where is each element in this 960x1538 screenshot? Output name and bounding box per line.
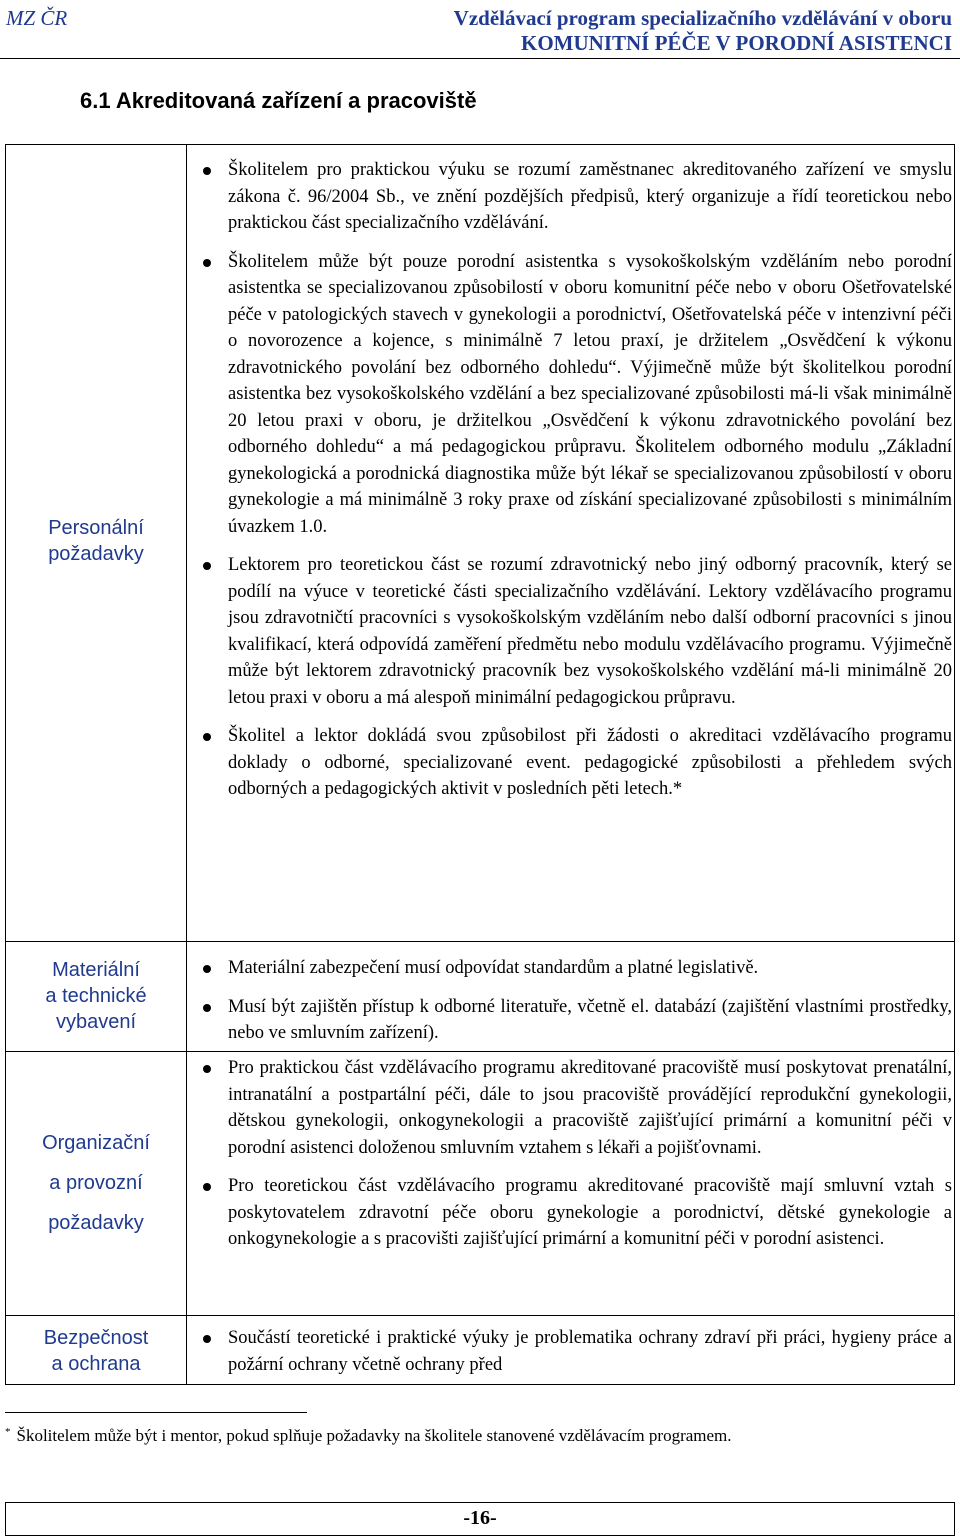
header-program-title — [454, 6, 952, 56]
list-item: Pro teoretickou část vzdělávacího programu akreditované pracoviště mají smluvní vztah s poskytovatelem zdravotní péče oboru gynekologie a porodnictví, dětské gynekologie a onkogynekologie a s pracovišti zajišťující primární a komunitní péči v porodní asistenci. — [188, 1173, 952, 1253]
list-item: Součástí teoretické i praktické výuky je problematika ochrany zdraví při práci, hygieny práce a požární ochrany včetně ochrany před — [188, 1325, 952, 1378]
header-program-line1: Vzdělávací program specializačního vzdělávání v oboru — [453, 6, 952, 30]
footnote-separator — [5, 1412, 307, 1413]
list-item: Pro praktickou část vzdělávacího programu akreditované pracoviště musí poskytovat prenatální, intranatální a postpartální péči, dále to jsou pracoviště provádějící reprodukční gynekologii, dětskou gynekologii, onkogynekologii a pracoviště zajišťující primární a komunitní péči v porodní asistenci doloženou smluvním vztahem s lékaři a pojišťovnami. — [188, 1055, 952, 1161]
personal-content — [188, 157, 952, 815]
list-item: Školitelem pro praktickou výuku se rozumí zaměstnanec akreditovaného zařízení ve smyslu zákona č. 96/2004 Sb., ve znění pozdějších předpisů, který organizuje a řídí teoretickou nebo praktickou část specializačního vzdělávání. — [188, 157, 952, 237]
organizational-content — [188, 1055, 952, 1265]
row-divider — [6, 1315, 954, 1316]
label-material — [6, 957, 186, 1035]
page-header — [0, 0, 960, 59]
label-line: vybavení — [55, 1011, 137, 1033]
label-line: a provozní — [49, 1172, 143, 1194]
page-number: -16- — [5, 1502, 955, 1536]
list-item: Školitel a lektor dokládá svou způsobilost při žádosti o akreditaci vzdělávacího programu doklady o odborné, specializované event. pedagogické způsobilosti a přehledem svých odborných a pedagogických aktivit v posledních pěti letech.* — [188, 723, 952, 803]
label-line: a technické — [45, 985, 147, 1007]
label-line: požadavky — [48, 1212, 144, 1234]
label-line: Bezpečnost — [43, 1327, 149, 1349]
requirements-table — [5, 144, 955, 1385]
label-organizational — [6, 1123, 186, 1243]
label-line: Organizační — [42, 1132, 150, 1154]
header-program-line2: KOMUNITNÍ PÉČE V PORODNÍ ASISTENCI — [521, 31, 952, 55]
footnote-marker: * — [5, 1426, 11, 1438]
list-item: Školitelem může být pouze porodní asistentka s vysokoškolským vzděláním nebo porodní asistentka se specializovanou způsobilostí v oboru komunitní péče nebo v oboru Ošetřovatelské péče v patologických stavech v gynekologii a porodnictví, Ošetřovatelská péče v intenzivní péči o novorozence a kojence, s minimálně 7 letou praxí, je držitelem „Osvědčení k výkonu zdravotnického povolání bez odborného dohledu“. Výjimečně může být školitelkou porodní asistentka bez vysokoškolského vzdělání a bez specializované způsobilosti má-li však minimálně 20 letou praxi v oboru, je držitelkou „Osvědčení k výkonu zdravotnického povolání bez odborného dohledu“ a má pedagogickou průpravu. Školitelem odborného modulu „Základní gynekologická a porodnická diagnostika může být lékař se specializovanou způsobilostí v oboru gynekologie a má minimálně 3 roky praxe od získání specializované způsobilosti s minimálním úvazkem 1.0. — [188, 249, 952, 541]
list-item: Materiální zabezpečení musí odpovídat standardům a platné legislativě. — [188, 955, 952, 982]
label-line: Materiální — [52, 959, 140, 981]
footnote-text: Školitelem může být i mentor, pokud splňuje požadavky na školitele stanovené vzdělávacím programem. — [16, 1426, 732, 1445]
column-divider — [186, 145, 187, 1384]
list-item: Musí být zajištěn přístup k odborné literatuře, včetně el. databází (zajištění vlastními prostředky, nebo ve smluvním zařízení). — [188, 994, 952, 1047]
label-line: a ochrana — [51, 1353, 141, 1375]
section-title: 6.1 Akreditovaná zařízení a pracoviště — [80, 88, 477, 113]
safety-content — [188, 1325, 952, 1390]
label-safety — [6, 1325, 186, 1377]
label-personal — [6, 515, 186, 567]
list-item: Lektorem pro teoretickou část se rozumí zdravotnický nebo jiný odborný pracovník, který se podílí na výuce v teoretické části specializačního vzdělávání. Lektory vzdělávacího programu jsou zdravotničtí pracovníci s vysokoškolským vzděláním nebo další odborní pracovníci s jinou kvalifikací, která odpovídá zaměření předmětu nebo modulu vzdělávacího programu. Výjimečně může být lektorem zdravotnický pracovník bez vysokoškolského vzdělání má-li minimálně 20 letou praxi v oboru a má alespoň minimální pedagogickou průpravu. — [188, 552, 952, 711]
header-ministry: MZ ČR — [6, 6, 68, 30]
label-line: požadavky — [48, 543, 144, 565]
row-divider — [6, 941, 954, 942]
footnote — [5, 1426, 955, 1446]
label-line: Personální — [48, 517, 144, 539]
material-content — [188, 955, 952, 1059]
